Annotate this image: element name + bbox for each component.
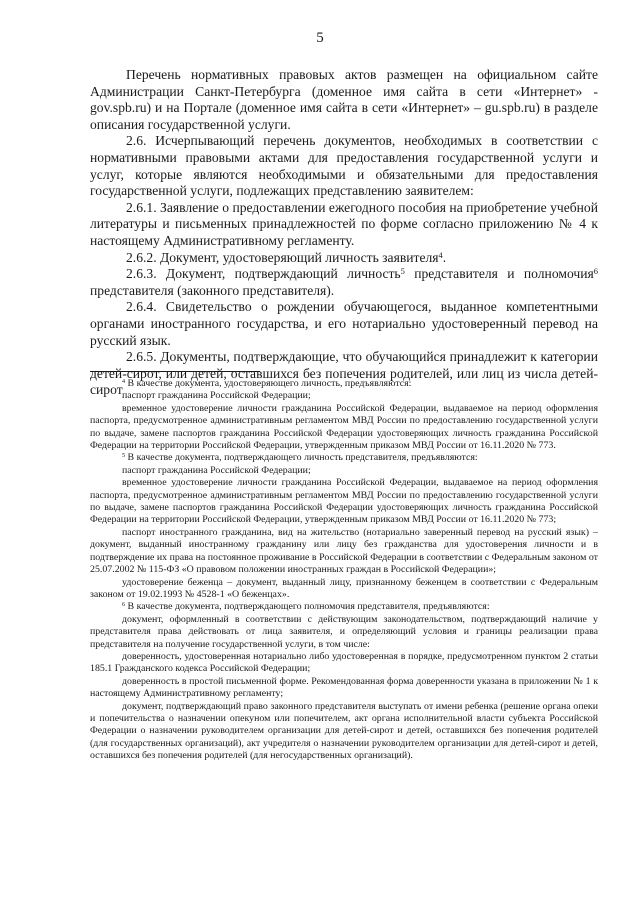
footnotes-section: [90, 378, 598, 763]
footnote-item: [90, 527, 598, 577]
paragraph-portal-info: [90, 67, 598, 133]
footnote-ref-4[interactable]: 4: [438, 249, 443, 260]
footnote-text: доверенность в простой письменной форме. Рекомендованная форма доверенности указана в приложении № 1 к настоящему Административному регламенту;: [90, 675, 598, 700]
footnote-6-heading: [90, 601, 598, 613]
footnote-text: доверенность, удостоверенная нотариально либо удостоверенная в порядке, предусмотренном пунктом 2 статьи 185.1 Гражданского кодекса Российской Федерации;: [90, 650, 598, 675]
footnote-text: В качестве документа, удостоверяющего личность, предъявляются:: [125, 378, 412, 389]
footnote-item: [90, 403, 598, 453]
paragraph-2-6-4: [90, 299, 598, 349]
footnote-item: [90, 614, 598, 651]
footnote-text: паспорт иностранного гражданина, вид на жительство (нотариально заверенный перевод на русский язык) – документ, выданный иностранному гражданину или лицу без гражданства для удостоверения личности и в подтверждение их права на постоянное проживание в Российской Федерации в соответствии с Федеральным законом от 25.07.2002 № 115-ФЗ «О правовом положении иностранных граждан в Российской Федерации»;: [90, 526, 598, 576]
footnote-text: В качестве документа, подтверждающего полномочия представителя, предъявляются:: [125, 601, 490, 613]
paragraph-tail: .: [442, 249, 447, 265]
footnote-4-heading: [90, 378, 598, 390]
footnote-5-heading: [90, 452, 598, 464]
footnote-text: паспорт гражданина Российской Федерации;: [122, 464, 311, 476]
paragraph-text: 2.6.3. Документ, подтверждающий личность: [126, 266, 401, 282]
footnote-mark: 5: [122, 453, 126, 460]
paragraph-2-6-2: [90, 250, 598, 267]
footnote-item: [90, 651, 598, 676]
paragraph-2-6: [90, 133, 598, 199]
paragraph-text: 2.6.2. Документ, удостоверяющий личность заявителя: [126, 249, 439, 265]
footnote-mark: 4: [122, 378, 126, 385]
footnote-text: временное удостоверение личности гражданина Российской Федерации, выдаваемое на период оформления паспорта, предусмотренное административным регламентом МВД России по предоставлению государственной услуги по выдаче, замене паспортов гражданина Российской Федерации удостоверяющих личность гражданина Российской Федерации на территории Российской Федерации, утвержденным приказом МВД России от 16.11.2020 № 773.: [90, 402, 598, 452]
paragraph-text: 2.6.1. Заявление о предоставлении ежегодного пособия на приобретение учебной литературы и письменных принадлежностей по форме согласно приложению № 4 к настоящему Административному регламенту.: [90, 199, 598, 248]
footnote-text: удостоверение беженца – документ, выданный лицу, признанному беженцем в соответствии с Федеральным законом от 19.02.1993 № 4528-1 «О беженцах».: [90, 576, 598, 600]
main-body: [90, 67, 598, 402]
footnote-text: документ, подтверждающий право законного представителя выступать от имени ребенка (решение органа опеки и попечительства о назначении опекуном или попечителем, акт органа исполнительной власти субъекта Российской Федерации о назначении руководителем организации для детей-сирот и детей, оставшихся без попечения родителей (для государственных организаций), акт учредителя о назначении руководителем организации для детей-сирот и детей, оставшихся без попечения родителей (для негосударственных организаций).: [90, 700, 598, 762]
paragraph-text: 2.6.5. Документы, подтверждающие, что обучающийся принадлежит к категории детей-сирот, или детей, оставшихся без попечения родителей, или лиц из числа детей-сирот: [90, 349, 598, 398]
footnote-item: [90, 465, 598, 477]
footnote-text: документ, оформленный в соответствии с действующим законодательством, подтверждающий наличие у представителя права действовать от лица заявителя, и определяющий условия и границы реализации права представителя на получение государственной услуги, в том числе:: [90, 613, 598, 650]
paragraph-2-6-3: [90, 266, 598, 299]
footnote-item: [90, 701, 598, 763]
footnote-text: паспорт гражданина Российской Федерации;: [122, 390, 311, 402]
paragraph-text: Перечень нормативных правовых актов размещен на официальном сайте Администрации Санкт-Петербурга (доменное имя сайта в сети «Интернет» - gov.spb.ru) и на Портале (доменное имя сайта в сети «Интернет» – gu.spb.ru) в разделе описания государственной услуги.: [90, 67, 598, 132]
footnote-item: [90, 577, 598, 602]
footnote-ref-5[interactable]: 5: [400, 265, 405, 276]
footnote-text: временное удостоверение личности гражданина Российской Федерации, выдаваемое на период оформления паспорта, предусмотренное административным регламентом МВД России по предоставлению государственной услуги по выдаче, замене паспортов гражданина Российской Федерации удостоверяющих личность гражданина Российской Федерации на территории Российской Федерации, утвержденным приказом МВД России от 16.11.2020 № 773;: [90, 477, 598, 526]
footnote-ref-6[interactable]: 6: [593, 265, 598, 276]
paragraph-text: 2.6.4. Свидетельство о рождении обучающегося, выданное компетентными органами иностранного государства, и его нотариально удостоверенный перевод на русский язык.: [90, 299, 598, 348]
paragraph-tail: представителя и полномочия: [404, 266, 594, 282]
paragraph-tail: представителя (законного представителя).: [90, 282, 335, 298]
page-number: 5: [316, 30, 324, 46]
paragraph-2-6-1: [90, 200, 598, 250]
footnote-divider: [90, 371, 260, 372]
footnote-item: [90, 477, 598, 527]
footnote-item: [90, 390, 598, 402]
footnote-mark: 6: [122, 602, 126, 609]
footnote-text: В качестве документа, подтверждающего личность представителя, предъявляются:: [125, 452, 478, 464]
footnote-item: [90, 676, 598, 701]
paragraph-text: 2.6. Исчерпывающий перечень документов, необходимых в соответствии с нормативными правовыми актами для предоставления государственной услуги и услуг, которые являются необходимыми и обязательными для предоставления государственной услуги, подлежащих представлению заявителем:: [90, 133, 598, 199]
